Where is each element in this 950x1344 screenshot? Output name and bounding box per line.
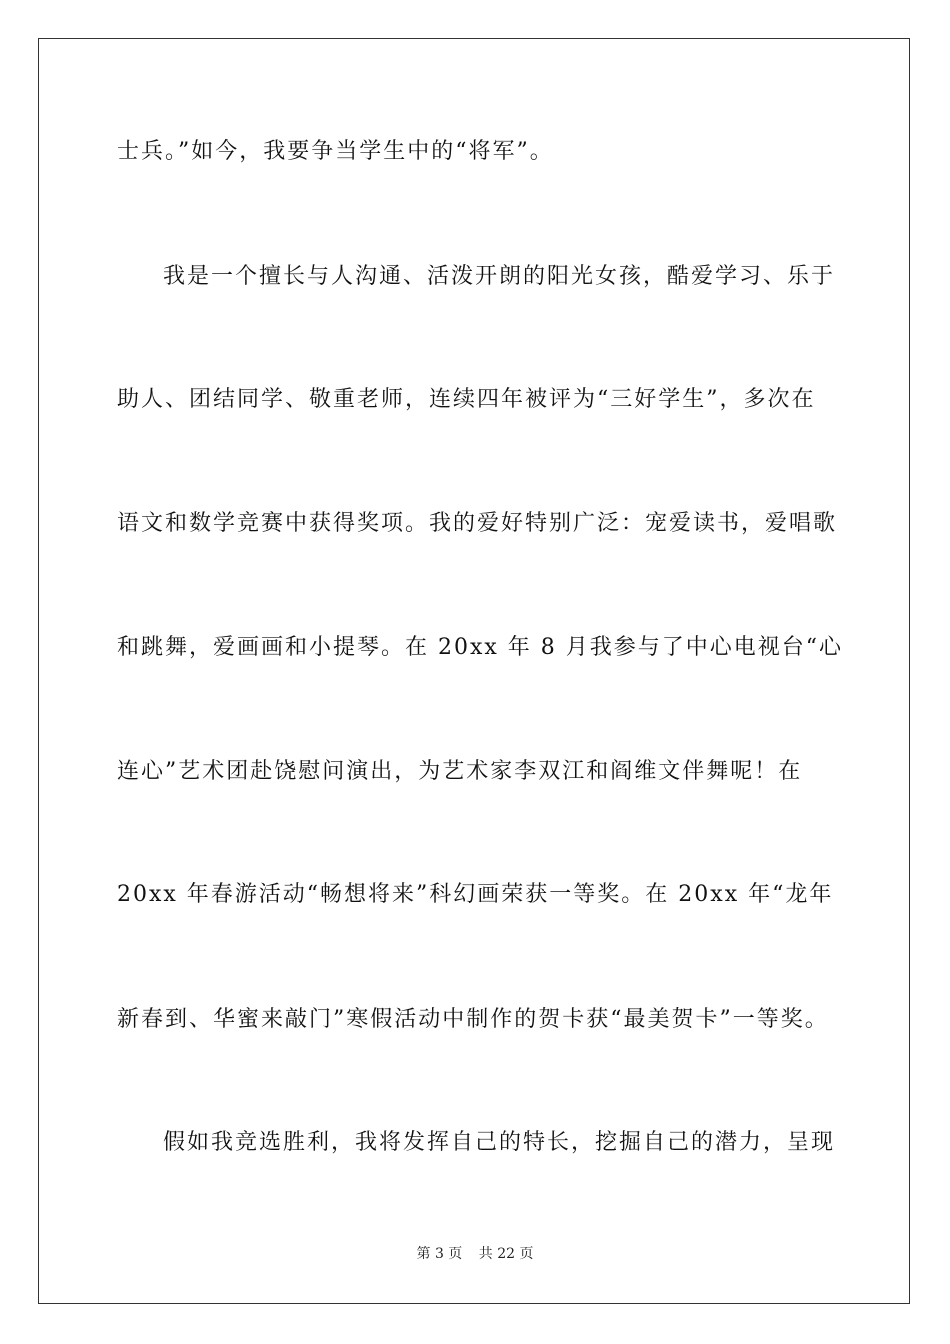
page-border: [38, 38, 910, 1304]
page-total: 共 22 页: [478, 1246, 534, 1262]
page-footer: [0, 1245, 950, 1263]
paragraph-line-8: 新春到、华蜜来敲门”寒假活动中制作的贺卡获“最美贺卡”一等奖。: [117, 1007, 829, 1032]
paragraph-line-6: 连心”艺术团赴饶慰问演出，为艺术家李双江和阎维文伴舞呢！在: [117, 759, 803, 784]
paragraph-line-4: 语文和数学竞赛中获得奖项。我的爱好特别广泛：宠爱读书，爱唱歌: [117, 511, 838, 536]
paragraph-line-7: 20xx 年春游活动“畅想将来”科幻画荣获一等奖。在 20xx 年“龙年: [117, 882, 834, 907]
paragraph-line-2: 我是一个擅长与人沟通、活泼开朗的阳光女孩，酷爱学习、乐于: [163, 264, 836, 289]
paragraph-line-5: 和跳舞，爱画画和小提琴。在 20xx 年 8 月我参与了中心电视台“心: [117, 635, 844, 660]
paragraph-line-1: 士兵。”如今，我要争当学生中的“将军”。: [117, 139, 554, 164]
paragraph-line-9: 假如我竞选胜利，我将发挥自己的特长，挖掘自己的潜力，呈现: [163, 1130, 836, 1155]
page-number: 第 3 页: [416, 1246, 463, 1262]
paragraph-line-3: 助人、团结同学、敬重老师，连续四年被评为“三好学生”，多次在: [117, 387, 816, 412]
